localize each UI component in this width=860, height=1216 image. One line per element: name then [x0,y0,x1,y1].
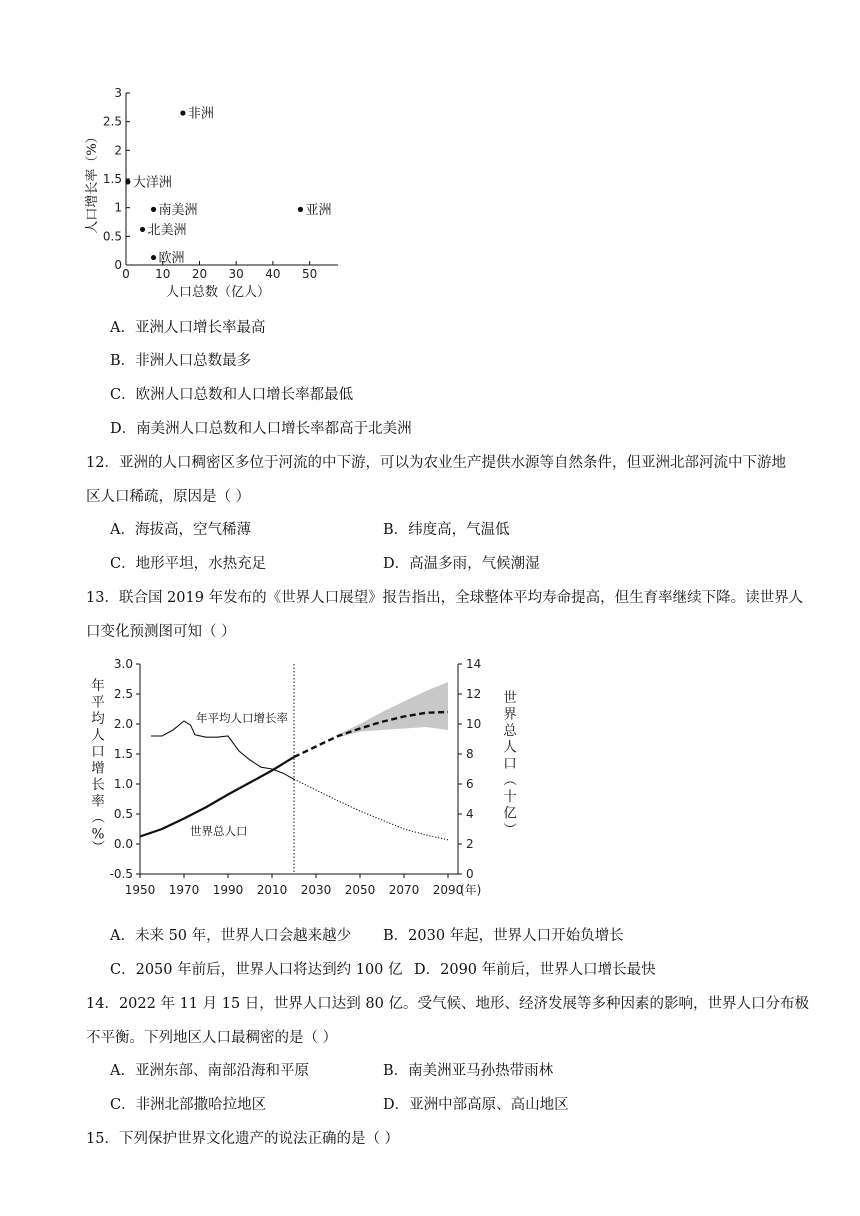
q14-option-b[interactable]: B．南美洲亚马孙热带雨林 [383,1063,554,1079]
x-tick-label: 1970 [168,883,200,897]
q11-option-c[interactable]: C．欧洲人口总数和人口增长率都最低 [110,387,354,403]
right-y-tick-label: 12 [466,687,482,701]
left-axis-label-char: 增 [91,760,105,777]
q15-stem-line1: 15．下列保护世界文化遗产的说法正确的是（ ） [86,1131,400,1147]
population-projection-chart [86,650,526,910]
right-axis-label-char: （ [501,772,517,787]
left-y-tick-label: 0.5 [113,807,133,821]
growth-rate-projected-line [294,779,448,840]
q13-option-b[interactable]: B．2030 年起，世界人口开始负增长 [383,928,624,944]
scatter-y-tick-label: 1 [114,200,122,215]
q11-option-a[interactable]: A．亚洲人口增长率最高 [110,320,266,336]
x-tick-label: 2030 [300,883,332,897]
right-axis-label-char: 口 [503,756,517,772]
q14-option-a[interactable]: A．亚洲东部、南部沿海和平原 [110,1063,309,1079]
scatter-y-tick-label: 3 [114,86,122,100]
scatter-x-tick-label: 10 [155,267,171,281]
right-y-tick-label: 10 [466,717,482,731]
left-y-tick-label: 3.0 [113,657,133,671]
growth-rate-annotation: 年平均人口增长率 [196,711,288,725]
q11-option-b[interactable]: B．非洲人口总数最多 [110,353,252,369]
scatter-y-tick-label: 1.5 [102,172,122,186]
population-annotation: 世界总人口 [190,824,248,838]
left-y-tick-label: 2.0 [113,717,133,731]
left-axis-label-char: （ [89,810,105,824]
q14-stem-line1: 14．2022 年 11 月 15 日，世界人口达到 80 亿。受气候、地形、经济发展等多种因素的影响，世界人口分布极 [86,996,809,1012]
left-y-tick-label: 2.5 [113,687,133,701]
right-axis-label-char: 人 [503,739,517,756]
left-axis-label-char: 口 [91,744,105,760]
left-axis-label-char: ） [89,839,105,854]
scatter-point-label: 亚洲 [305,202,332,218]
scatter-xlabel: 人口总数（亿人） [165,285,271,300]
left-y-tick-label: 1.5 [113,747,133,761]
right-y-tick-label: 6 [466,777,474,791]
x-tick-label: 2090 [432,883,464,897]
x-tick-label: 2070 [388,883,420,897]
left-y-tick-label: -0.5 [109,867,133,881]
q14-option-d[interactable]: D．亚洲中部高原、高山地区 [383,1097,569,1113]
left-y-tick-label: 1.0 [113,777,133,791]
scatter-y-tick-label: 2.5 [102,114,122,129]
right-y-tick-label: 2 [466,837,474,851]
q13-option-a[interactable]: A．未来 50 年，世界人口会越来越少 [110,928,352,944]
right-y-tick-label: 4 [466,807,474,821]
right-axis-label-char: 十 [503,789,517,805]
q12-option-c[interactable]: C．地形平坦，水热充足 [110,556,267,572]
right-y-tick-label: 0 [466,867,474,881]
scatter-ylabel: 人口增长率（%） [85,130,100,234]
right-axis-label-char: 界 [503,706,517,723]
q12-stem-line2: 区人口稀疏，原因是（ ） [86,489,251,505]
scatter-point-label: 非洲 [187,106,214,122]
scatter-y-tick-label: 0 [114,258,122,272]
x-tick-label: 1950 [124,883,156,897]
q14-stem-line2: 不平衡。下列地区人口最稠密的是（ ） [86,1030,338,1046]
q13-stem-line2: 口变化预测图可知（ ） [86,624,236,640]
x-tick-label: 2050 [344,883,376,897]
q13-option-c[interactable]: C．2050 年前后，世界人口将达到约 100 亿 [110,962,403,978]
right-axis-label-char: ） [501,822,517,836]
scatter-x-tick-label: 40 [265,267,281,281]
scatter-point-label: 欧洲 [158,251,185,267]
x-unit-label: (年) [460,883,482,897]
scatter-point [140,227,145,232]
q11-option-d[interactable]: D．南美洲人口总数和人口增长率都高于北美洲 [110,421,412,437]
left-axis-label-char: 人 [91,727,105,744]
left-axis-label-char: 率 [91,793,105,810]
left-y-tick-label: 0.0 [113,837,133,851]
scatter-point [151,207,156,212]
scatter-x-tick-label: 30 [228,267,244,281]
right-axis-label-char: 世 [503,690,517,706]
q14-option-c[interactable]: C．非洲北部撒哈拉地区 [110,1097,267,1113]
scatter-point [180,110,185,115]
scatter-x-tick-label: 50 [301,267,318,281]
scatter-point [298,207,303,212]
scatter-point-label: 南美洲 [158,202,198,218]
x-tick-label: 1990 [212,883,244,897]
scatter-x-tick-label: 20 [191,267,208,281]
left-axis-label-char: 年 [91,678,105,694]
right-y-tick-label: 8 [466,747,474,761]
right-axis-label-char: 亿 [503,805,517,822]
scatter-point [151,255,156,260]
population-scatter-chart [78,80,358,305]
q12-option-a[interactable]: A．海拔高，空气稀薄 [110,522,251,538]
scatter-y-tick-label: 0.5 [102,229,122,244]
scatter-y-tick-label: 2 [114,143,122,158]
scatter-point-label: 北美洲 [147,222,187,238]
scatter-x-tick-label: 0 [122,267,130,281]
left-axis-label-char: % [91,826,105,843]
q12-option-d[interactable]: D．高温多雨，气候潮湿 [383,556,540,572]
scatter-point [125,179,130,184]
q12-option-b[interactable]: B．纬度高，气温低 [383,522,510,538]
q12-stem-line1: 12．亚洲的人口稠密区多位于河流的中下游，可以为农业生产提供水源等自然条件，但亚洲北部河流中下游地 [86,455,786,471]
right-axis-label-char: 总 [503,723,517,739]
left-axis-label-char: 平 [91,694,105,711]
right-y-tick-label: 14 [466,657,482,671]
left-axis-label-char: 长 [91,777,105,793]
q13-option-d[interactable]: D．2090 年前后，世界人口增长最快 [414,962,656,978]
q13-stem-line1: 13．联合国 2019 年发布的《世界人口展望》报告指出，全球整体平均寿命提高，但生育率继续下降。读世界人 [86,590,804,606]
x-tick-label: 2010 [256,883,288,897]
scatter-point-label: 大洋洲 [132,175,172,191]
left-axis-label-char: 均 [91,711,105,727]
